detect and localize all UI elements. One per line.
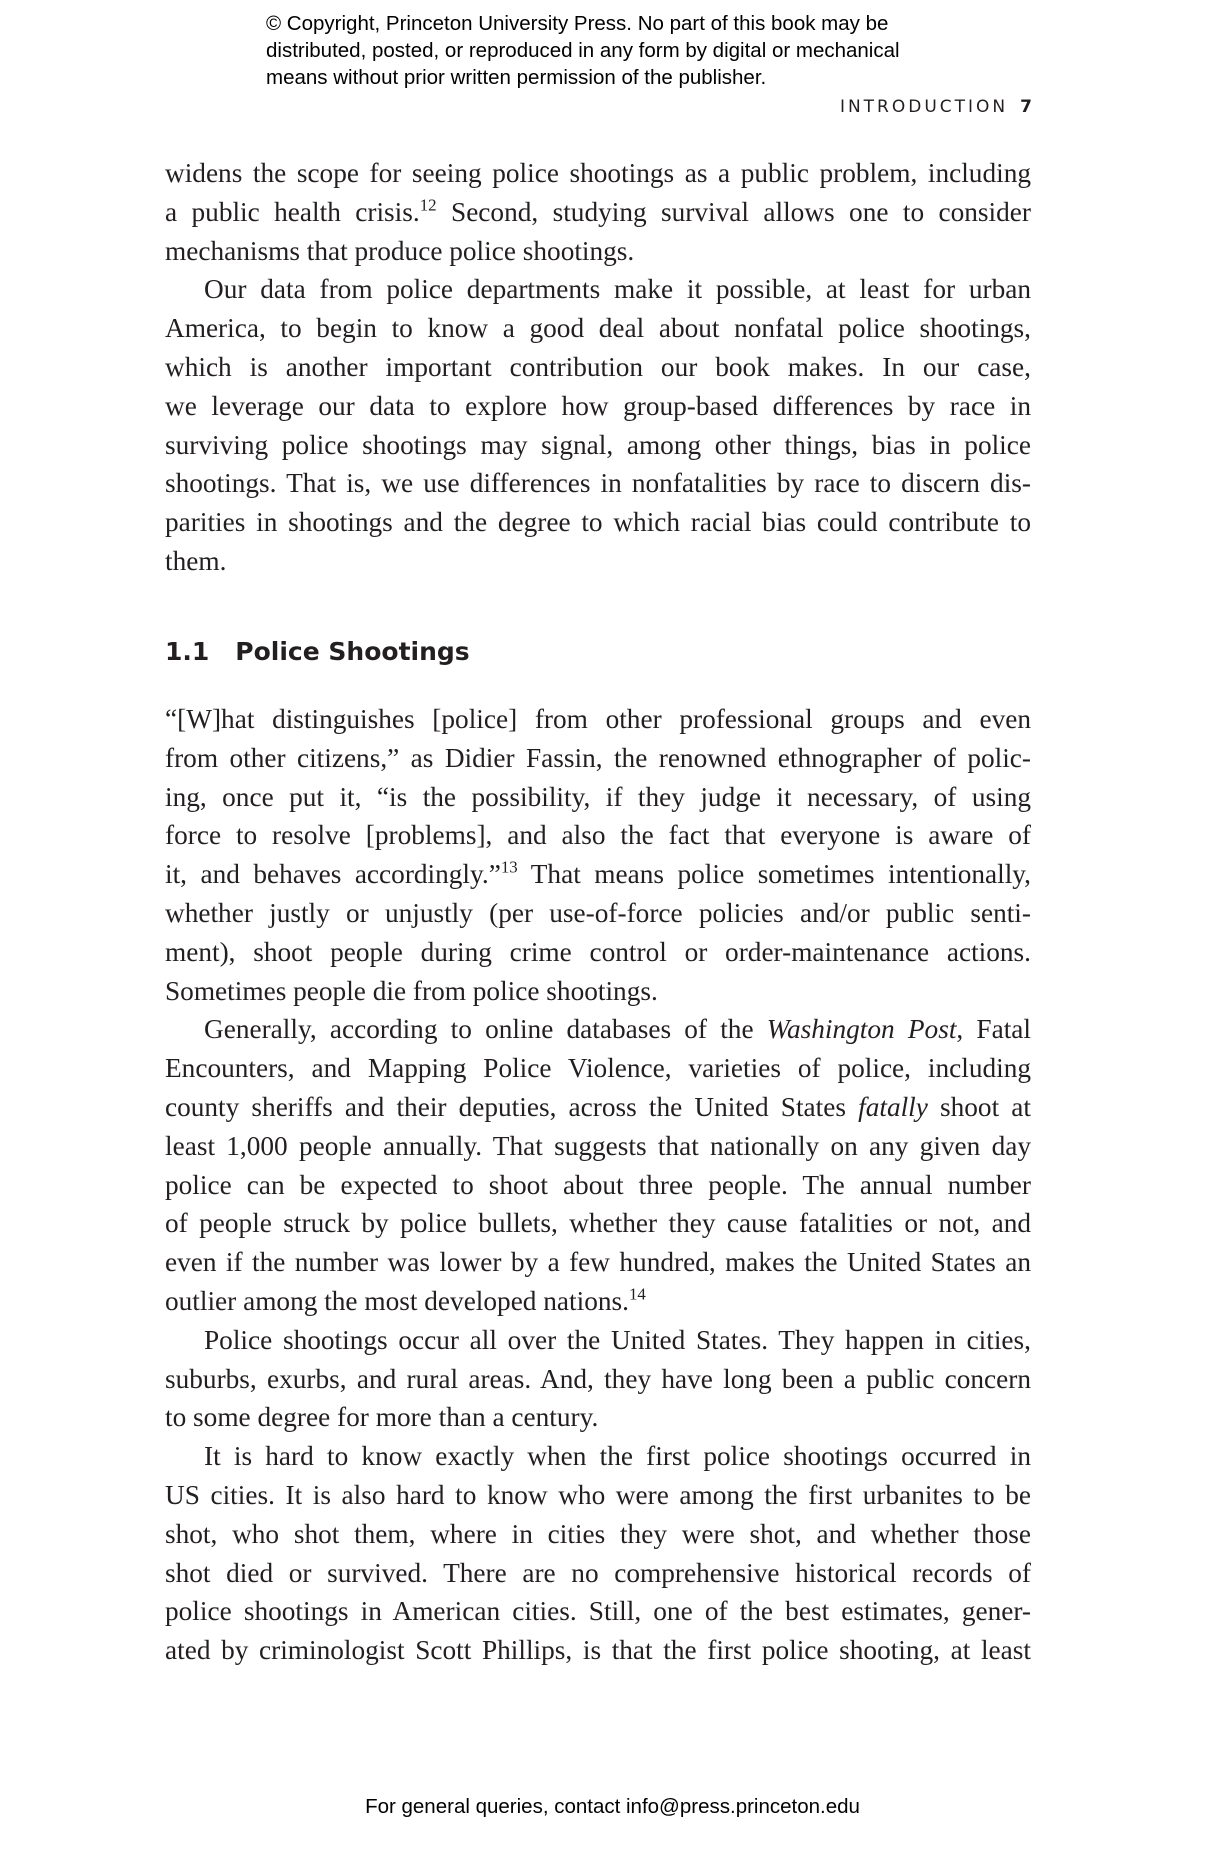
copyright-line: distributed, posted, or reproduced in any form by digital or mechanical: [266, 39, 900, 62]
text-line: shot, who shot them, where in cities they were shot, and whether those: [165, 1518, 1031, 1549]
text-line: which is another important contribution our book makes. In our case,: [165, 351, 1031, 382]
section-number: 1.1: [165, 637, 210, 666]
text-line: whether justly or unjustly (per use-of-force policies and/or public senti-: [165, 897, 1031, 928]
text-run: Generally, according to online databases of the: [204, 1014, 767, 1045]
body-text-section: [165, 700, 1031, 1670]
text-line: widens the scope for seeing police shootings as a public problem, including: [165, 158, 1031, 188]
text-line: them.: [165, 545, 227, 576]
copyright-line: © Copyright, Princeton University Press. No part of this book may be: [266, 12, 889, 35]
page-number: 7: [1020, 97, 1032, 117]
text-run: That means police sometimes intentionally,: [517, 859, 1031, 890]
text-run: it, and behaves accordingly.”: [165, 859, 501, 890]
text-line: Sometimes people die from police shootings.: [165, 975, 658, 1006]
text-line: [165, 855, 1031, 894]
text-run: Second, studying survival allows one to consider: [436, 196, 1031, 227]
text-line: Police shootings occur all over the United States. They happen in cities,: [204, 1324, 1031, 1355]
section-title: Police Shootings: [235, 637, 470, 666]
text-line: mechanisms that produce police shootings.: [165, 235, 635, 266]
text-line: ing, once put it, “is the possibility, if they judge it necessary, of using: [165, 781, 1031, 812]
text-line: police can be expected to shoot about three people. The annual number: [165, 1169, 1031, 1200]
text-line: Encounters, and Mapping Police Violence, varieties of police, including: [165, 1053, 1031, 1084]
text-line: [165, 1088, 1031, 1127]
copyright-line: means without prior written permission of the publisher.: [266, 66, 767, 89]
text-line: we leverage our data to explore how group-based differences by race in: [165, 390, 1031, 421]
footnote-ref-13: 13: [500, 857, 518, 877]
text-run: a public health crisis.: [165, 196, 420, 227]
footnote-ref-14: 14: [628, 1284, 646, 1304]
text-line: [165, 1282, 1031, 1321]
text-line: ment), shoot people during crime control or order-maintenance actions.: [165, 936, 1031, 967]
text-run: county sheriffs and their deputies, across the United States: [165, 1091, 859, 1122]
italic-emphasis: fatally: [858, 1091, 928, 1122]
text-run: outlier among the most developed nations.: [165, 1285, 629, 1316]
text-line: [165, 1010, 1031, 1049]
text-line: shootings. That is, we use differences in nonfatalities by race to discern dis-: [165, 468, 1031, 499]
text-line: [165, 193, 1031, 232]
text-line: least 1,000 people annually. That suggests that nationally on any given day: [165, 1130, 1031, 1161]
footer-contact: For general queries, contact info@press.princeton.edu: [365, 1795, 860, 1818]
text-line: It is hard to know exactly when the first police shootings occurred in: [204, 1441, 1031, 1472]
text-run: shoot at: [927, 1091, 1031, 1122]
text-line: police shootings in American cities. Still, one of the best estimates, gener-: [165, 1596, 1031, 1627]
text-line: to some degree for more than a century.: [165, 1402, 599, 1433]
section-heading: [165, 637, 470, 666]
text-run: , Fatal: [956, 1014, 1032, 1045]
text-line: “[W]hat distinguishes [police] from other professional groups and even: [165, 704, 1031, 734]
text-line: surviving police shootings may signal, among other things, bias in police: [165, 429, 1031, 460]
italic-publication-title: Washington Post: [766, 1014, 957, 1045]
text-line: shot died or survived. There are no comprehensive historical records of: [165, 1557, 1031, 1588]
running-head-title: INTRODUCTION: [839, 97, 1009, 117]
text-line: even if the number was lower by a few hundred, makes the United States an: [165, 1247, 1031, 1278]
text-line: from other citizens,” as Didier Fassin, the renowned ethnographer of polic-: [165, 742, 1031, 773]
text-line: of people struck by police bullets, whether they cause fatalities or not, and: [165, 1208, 1031, 1239]
running-head: [840, 97, 1032, 117]
text-line: US cities. It is also hard to know who were among the first urbanites to be: [165, 1479, 1031, 1510]
text-line: parities in shootings and the degree to which racial bias could contribute to: [165, 507, 1031, 538]
footnote-ref-12: 12: [419, 195, 437, 215]
copyright-notice: [266, 10, 1026, 91]
text-line: Our data from police departments make it possible, at least for urban: [204, 274, 1031, 305]
body-text-intro: [165, 154, 1031, 581]
text-line: suburbs, exurbs, and rural areas. And, they have long been a public concern: [165, 1363, 1031, 1394]
text-line: ated by criminologist Scott Phillips, is that the first police shooting, at least: [165, 1635, 1031, 1666]
text-line: force to resolve [problems], and also the fact that everyone is aware of: [165, 820, 1031, 851]
text-line: America, to begin to know a good deal about nonfatal police shootings,: [165, 313, 1031, 344]
